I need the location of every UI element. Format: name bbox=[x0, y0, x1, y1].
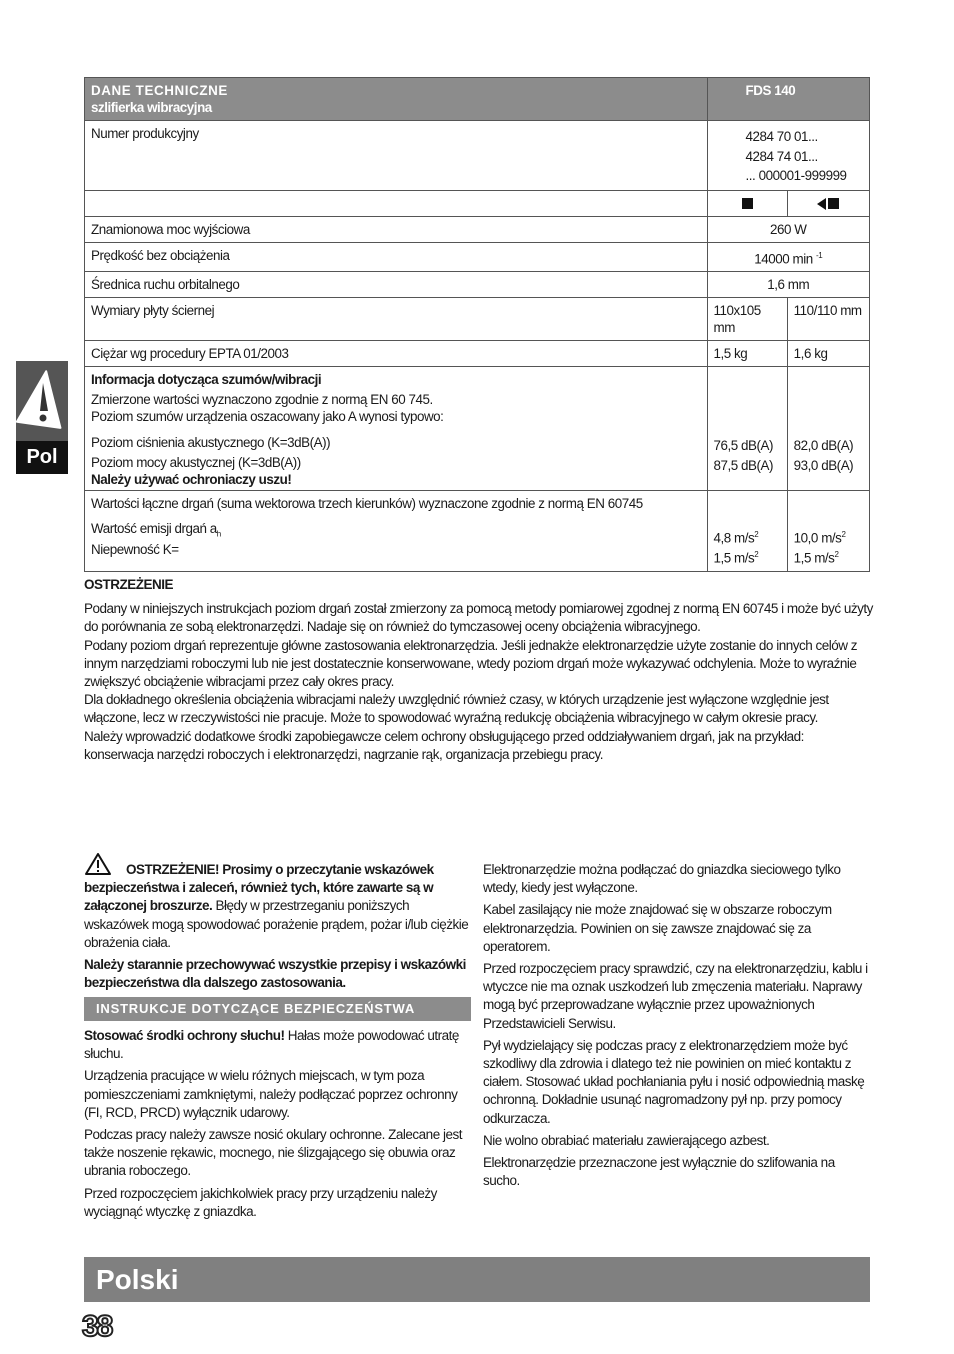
tech-data-table bbox=[84, 77, 870, 572]
no-load-speed-label: Prędkość bez obciążenia bbox=[85, 242, 708, 271]
model-cell bbox=[707, 78, 870, 121]
rated-power-label: Znamionowa moc wyjściowa bbox=[85, 216, 708, 242]
vibration-emission-label-row bbox=[91, 521, 701, 542]
table-row bbox=[85, 216, 870, 242]
noise-values-2 bbox=[787, 366, 869, 490]
empty-cell bbox=[85, 190, 708, 216]
vibration-values-1 bbox=[707, 490, 787, 571]
vibration-warning-p2: Podany poziom drgań reprezentuje główne zastosowania elektronarzędzia. Jeśli jednakże elektronarzędzie użyte zostanie do innych celów z innym narzędziami roboczymi lub nie jest dostatecznie konserwowane, wtedy poziom drgań może wykazywać odchylenia. Może to wyraźnie zwiększyć obciążenie wibracjami przez cały okres pracy. bbox=[84, 637, 857, 690]
vibration-warning-p1: Podany w niniejszych instrukcjach poziom drgań został zmierzony za pomocą metody pomiarowej zgodnej z normą EN 60745 i może być użyty do porównania ze sobą elektronarzędzi. Nadaje się on również do tymczasowej oceny obciążenia wibracyjnego. bbox=[84, 601, 873, 635]
production-number-3: ... 000001-999999 bbox=[745, 168, 847, 183]
table-title-cell bbox=[85, 78, 708, 121]
square-pad-icon bbox=[742, 198, 753, 209]
safety-section-header: INSTRUKCJE DOTYCZĄCE BEZPIECZEŃSTWA bbox=[84, 997, 471, 1021]
vibration-uncertainty-2: 1,5 m/s bbox=[793, 550, 835, 566]
table-row bbox=[85, 490, 870, 571]
weight-label: Ciężar wg procedury EPTA 01/2003 bbox=[85, 340, 708, 366]
safety-intro-rest: Błędy w przestrzeganiu poniższych wskazówek mogą spowodować porażenie prądem, pożar i/lub ciężkie obrażenia ciała. bbox=[84, 898, 469, 950]
vibration-uncertainty-2-row bbox=[794, 546, 863, 566]
vibration-emission-2-row bbox=[794, 526, 863, 546]
vibration-warning-title: OSTRZEŻENIE bbox=[84, 577, 174, 592]
right-paragraph-1: Elektronarzędzie można podłączać do gniazdka sieciowego tylko wtedy, kiedy jest wyłączone. bbox=[483, 862, 841, 896]
vibration-warning-p3: Dla dokładnego określenia obciążenia wibracjami należy uwzględnić również czasy, w których urządzenie jest wyłączone względnie jest włączone, lecz w rzeczywistości nie pracuje. Może to spowodować wyraźną redukcję obciążenia wibracyjnego w całym okresie pracy. bbox=[84, 692, 829, 726]
vibration-title: Wartości łączne drgań (suma wektorowa trzech kierunków) wyznaczone zgodnie z normą EN 60745 bbox=[91, 495, 643, 511]
vibration-values-2 bbox=[787, 490, 869, 571]
no-load-speed-cell bbox=[707, 242, 870, 271]
square-symbol-cell bbox=[707, 190, 787, 216]
vibration-emission-1-row bbox=[714, 526, 781, 546]
pad-size-label: Wymiary płyty ściernej bbox=[85, 297, 708, 340]
table-row bbox=[85, 297, 870, 340]
production-number-values bbox=[707, 121, 870, 191]
noise-power-2: 93,0 dB(A) bbox=[793, 457, 854, 473]
safety-intro-bold: OSTRZEŻENIE! Prosimy o przeczytanie wskazówek bezpieczeństwa i zaleceń, również tych, które zawarte są w załączonej broszurze. bbox=[84, 862, 434, 914]
squared-exp: 2 bbox=[754, 529, 759, 539]
safety-intro-paragraph bbox=[84, 861, 472, 952]
vibration-emission-label: Wartość emisji drgań a bbox=[91, 520, 217, 536]
noise-values-1 bbox=[707, 366, 787, 490]
hearing-bold: Stosować środki ochrony słuchu! bbox=[84, 1028, 285, 1043]
noise-power-label: Poziom mocy akustycznej (K=3dB(A)) bbox=[91, 454, 301, 470]
orbit-diameter-label: Średnica ruchu orbitalnego bbox=[85, 271, 708, 297]
pad-size-value-1: 110x105 mm bbox=[707, 297, 787, 340]
vibration-emission-1: 4,8 m/s bbox=[713, 530, 755, 546]
table-row bbox=[85, 190, 870, 216]
warning-triangle-icon bbox=[16, 361, 68, 441]
table-row bbox=[85, 366, 870, 490]
ear-protection-warning: Należy używać ochroniaczy uszu! bbox=[91, 471, 292, 487]
vibration-cell bbox=[85, 490, 708, 571]
vibration-uncertainty-1: 1,5 m/s bbox=[713, 550, 755, 566]
vibration-emission-2: 10,0 m/s bbox=[793, 530, 842, 546]
production-number-1: 4284 70 01... bbox=[745, 129, 818, 144]
noise-pressure-1: 76,5 dB(A) bbox=[713, 437, 774, 453]
triangle-pad-icon bbox=[817, 198, 826, 210]
language-footer-bar: Polski bbox=[84, 1257, 870, 1302]
pad-size-value-2: 110/110 mm bbox=[787, 297, 869, 340]
right-paragraph-5: Nie wolno obrabiać materiału zawierającego azbest. bbox=[483, 1132, 770, 1148]
safety-intro bbox=[84, 852, 472, 996]
vibration-warning-p4: Należy wprowadzić dodatkowe środki zapobiegawcze celem ochrony obsługującego przed oddziaływaniem drgań, jak na przykład: konserwacja narzędzi roboczych i elektronarzędzi, nagrzanie rąk, organizacja przebiegu pracy. bbox=[84, 728, 804, 762]
hearing-paragraph bbox=[84, 1027, 472, 1063]
table-row bbox=[85, 121, 870, 191]
table-header-row bbox=[85, 78, 870, 121]
table-row bbox=[85, 340, 870, 366]
table-row bbox=[85, 242, 870, 271]
table-row bbox=[85, 271, 870, 297]
production-number-label: Numer produkcyjny bbox=[85, 121, 708, 191]
noise-line-2: Poziom szumów urządzenia oszacowany jako A wynosi typowo: bbox=[91, 408, 444, 424]
right-paragraph-4: Pył wydzielający się podczas pracy z elektronarzędziem może być szkodliwy dla zdrowia i dlatego też nie powinien on mieć kontaktu z ciałem. Stosować układ pochłaniania pyłu i nosić odpowiednią maskę ochronną. Dokładnie usunąć nagromadzony pył np. przy pomocy odkurzacza. bbox=[483, 1037, 865, 1126]
noise-info-cell bbox=[85, 366, 708, 490]
safety-left-column bbox=[84, 1027, 472, 1225]
vibration-emission-sub: h bbox=[216, 529, 221, 539]
noise-title: Informacja dotycząca szumów/wibracji bbox=[91, 371, 322, 387]
table-title: DANE TECHNICZNE bbox=[91, 83, 228, 98]
hearing-rest: Hałas może powodować utratę słuchu. bbox=[84, 1028, 459, 1062]
weight-value-1: 1,5 kg bbox=[707, 340, 787, 366]
no-load-speed-value: 14000 min bbox=[754, 250, 813, 266]
rcd-paragraph: Urządzenia pracujące w wielu różnych miejscach, w tym poza pomieszczeniami zamkniętymi, należy podłączać poprzez ochronny (FI, RCD, PRCD) wyłącznik udarowy. bbox=[84, 1068, 458, 1120]
noise-pressure-2: 82,0 dB(A) bbox=[793, 437, 854, 453]
goggles-paragraph: Podczas pracy należy zawsze nosić okulary ochronne. Zalecane jest także noszenie rękawic, mocnego, nie ślizgającego się obuwia oraz ubrania roboczego. bbox=[84, 1127, 462, 1179]
no-load-speed-unit-exp: -1 bbox=[816, 250, 823, 260]
right-paragraph-6: Elektronarzędzie przeznaczone jest wyłącznie do szlifowania na sucho. bbox=[483, 1155, 835, 1189]
warning-triangle-icon bbox=[84, 852, 112, 876]
right-paragraph-2: Kabel zasilający nie może znajdować się w obszarze roboczym elektronarzędzia. Powinien on się zawsze znajdować się za operatorem. bbox=[483, 902, 832, 954]
triangle-symbol-cell bbox=[787, 190, 869, 216]
unplug-paragraph: Przed rozpoczęciem jakichkolwiek pracy przy urządzeniu należy wyciągnąć wtyczkę z gniazdka. bbox=[84, 1185, 437, 1219]
page-number: 38 bbox=[82, 1310, 112, 1343]
warning-icon-box bbox=[16, 361, 68, 441]
squared-exp: 2 bbox=[841, 529, 846, 539]
rated-power-value: 260 W bbox=[707, 216, 870, 242]
squared-exp: 2 bbox=[754, 550, 759, 560]
noise-pressure-label: Poziom ciśnienia akustycznego (K=3dB(A)) bbox=[91, 434, 331, 450]
language-side-tab bbox=[16, 361, 68, 474]
vibration-uncertainty-1-row bbox=[714, 546, 781, 566]
noise-power-1: 87,5 dB(A) bbox=[713, 457, 774, 473]
model-name: FDS 140 bbox=[745, 83, 796, 98]
vibration-uncertainty-label: Niepewność K= bbox=[91, 541, 179, 557]
squared-exp: 2 bbox=[834, 550, 839, 560]
weight-value-2: 1,6 kg bbox=[787, 340, 869, 366]
right-paragraph-3: Przed rozpoczęciem pracy sprawdzić, czy na elektronarzędziu, kablu i wtyczce nie ma oznak uszkodzeń lub zmęczenia materiału. Naprawy mogą być przeprowadzane wyłącznie przez upoważnionych Przedstawicieli Serwisu. bbox=[483, 961, 868, 1031]
noise-line-1: Zmierzone wartości wyznaczono zgodnie z normą EN 60 745. bbox=[91, 391, 433, 407]
vibration-warning-section bbox=[84, 576, 874, 764]
safety-right-column bbox=[483, 861, 873, 1194]
square-pad-icon bbox=[828, 198, 839, 209]
language-label: Pol bbox=[16, 441, 68, 474]
keep-instructions: Należy starannie przechowywać wszystkie przepisy i wskazówki bezpieczeństwa dla dalszego zastosowania. bbox=[84, 957, 466, 991]
orbit-diameter-value: 1,6 mm bbox=[707, 271, 870, 297]
table-subtitle: szlifierka wibracyjna bbox=[91, 100, 212, 115]
production-number-2: 4284 74 01... bbox=[745, 148, 818, 164]
